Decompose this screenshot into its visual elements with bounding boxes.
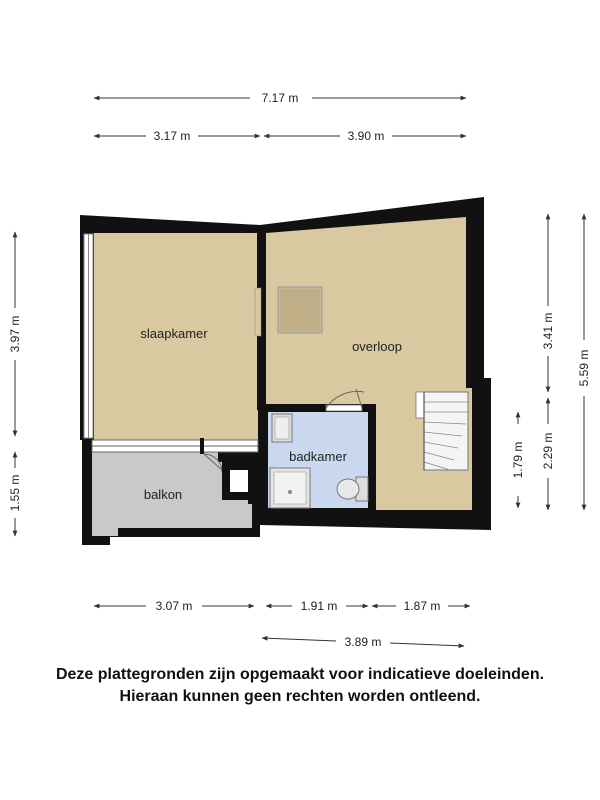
dim-right-lower-b: 2.29 m (541, 432, 555, 470)
dim-bottom-mid: 1.91 m (300, 599, 338, 613)
dim-right-total: 5.59 m (577, 349, 591, 387)
dim-left-upper: 3.97 m (8, 315, 22, 353)
room-label-balkon: balkon (143, 487, 183, 502)
disclaimer-line-1: Deze plattegronden zijn opgemaakt voor indicatieve doeleinden. (55, 666, 545, 683)
room-label-badkamer: badkamer (289, 449, 347, 464)
dim-top-left: 3.17 m (153, 129, 191, 143)
dim-bottom-total: 3.89 m (344, 635, 382, 649)
dim-top-right: 3.90 m (347, 129, 385, 143)
staircase (416, 392, 468, 470)
dim-left-lower: 1.55 m (8, 474, 22, 512)
dim-right-upper: 3.41 m (541, 312, 555, 350)
dim-bottom-right: 1.87 m (403, 599, 441, 613)
disclaimer-line-2: Hieraan kunnen geen rechten worden ontleend. (119, 688, 481, 705)
dim-top-total: 7.17 m (261, 91, 299, 105)
dim-right-lower-a: 1.79 m (511, 441, 525, 479)
disclaimer (0, 664, 600, 708)
room-label-overloop: overloop (352, 339, 402, 354)
room-label-slaapkamer: slaapkamer (140, 326, 208, 341)
toilet (337, 477, 368, 501)
dim-bottom-left: 3.07 m (155, 599, 193, 613)
